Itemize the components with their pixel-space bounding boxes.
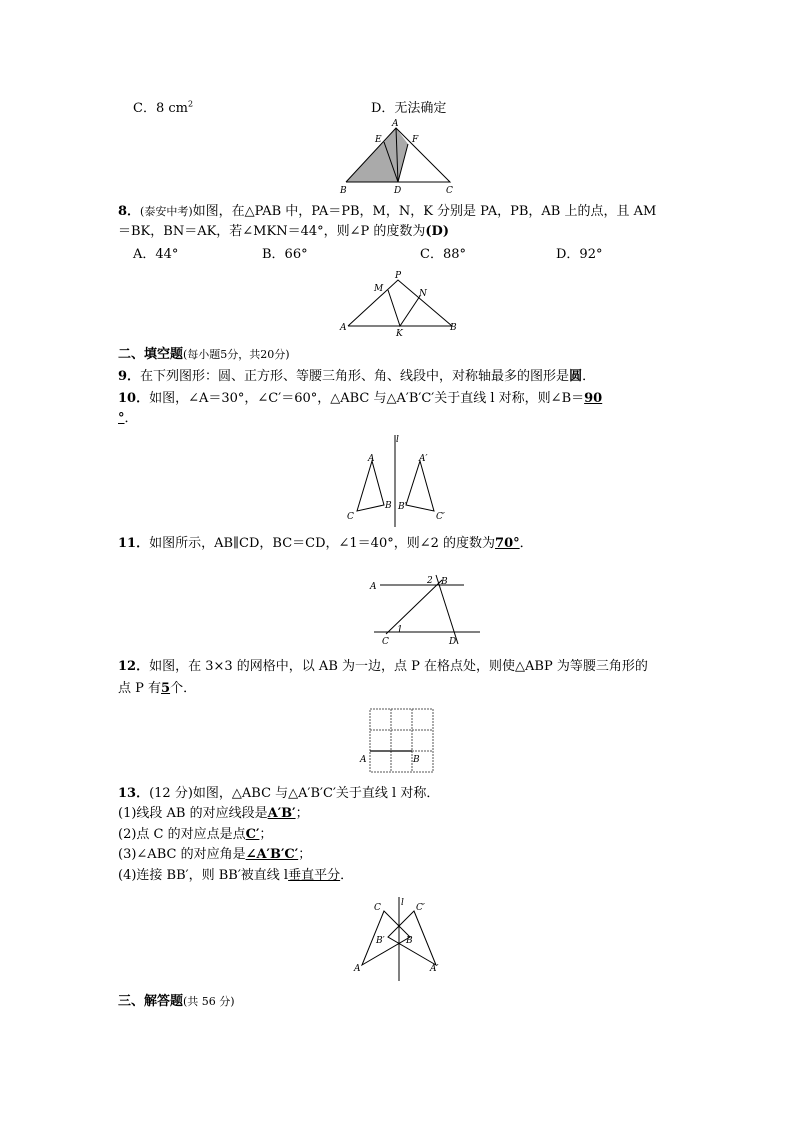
section3-heading: 三、解答题(共 56 分) bbox=[118, 994, 235, 1009]
q13-label-a: A bbox=[354, 964, 361, 974]
q10-label-b-prime: B′ bbox=[398, 502, 407, 512]
q13-label-b-prime: B′ bbox=[376, 936, 385, 946]
section2-heading: 二、填空题(每小题5分，共20分) bbox=[118, 347, 290, 362]
q10-label-a-prime: A′ bbox=[419, 454, 428, 464]
q10-line1: 10．如图，∠A＝30°，∠C′＝60°，△ABC 与△A′B′C′关于直线 l 对称，则∠B＝90 bbox=[118, 391, 603, 406]
q11-label-c: C bbox=[382, 637, 389, 647]
q12-grid-figure bbox=[356, 705, 436, 775]
q10-label-l: l bbox=[396, 435, 399, 445]
q12-line2: 点 P 有5个． bbox=[118, 681, 197, 696]
q10-label-c: C bbox=[347, 512, 354, 522]
q11-label-1: 1 bbox=[397, 625, 403, 635]
q13-line: 13．(12 分)如图，△ABC 与△A′B′C′关于直线 l 对称． bbox=[118, 786, 440, 801]
q11-label-a: A bbox=[370, 582, 377, 592]
q8-option-a: A．44° bbox=[133, 247, 179, 262]
q12-label-b: B bbox=[413, 755, 420, 765]
q8-label-m: M bbox=[374, 284, 384, 294]
q8-option-c: C．88° bbox=[420, 247, 466, 262]
q11-figure bbox=[366, 570, 486, 650]
q9-line: 9．在下列图形：圆、正方形、等腰三角形、角、线段中，对称轴最多的图形是圆． bbox=[118, 369, 596, 384]
q10-line2: °． bbox=[118, 411, 138, 426]
q13-sub3: (3)∠ABC 的对应角是∠A′B′C′； bbox=[118, 847, 312, 862]
q11-label-b: B bbox=[441, 577, 448, 587]
q8-option-b: B．66° bbox=[262, 247, 308, 262]
q8-line1: 8．(泰安中考)如图，在△PAB 中，PA＝PB，M，N，K 分别是 PA，PB，AB 上的点，且 AM bbox=[118, 204, 657, 219]
q13-sub2: (2)点 C 的对应点是点C′； bbox=[118, 827, 273, 842]
q7-option-c: C．8 $cm^2$ bbox=[133, 99, 194, 116]
q12-line1: 12．如图，在 3×3 的网格中，以 AB 为一边，点 P 在格点处，则使△ABP 为等腰三角形的 bbox=[118, 659, 648, 674]
q11-label-d: D bbox=[449, 637, 457, 647]
q7-label-e: E bbox=[375, 135, 382, 145]
q13-sub1: (1)线段 AB 的对应线段是A′B′； bbox=[118, 806, 309, 821]
q13-label-c-prime: C′ bbox=[416, 903, 425, 913]
q8-label-n: N bbox=[419, 289, 427, 299]
q8-label-a: A bbox=[340, 323, 347, 333]
q11-label-2: 2 bbox=[427, 576, 433, 586]
q13-label-b: B bbox=[406, 936, 413, 946]
q7-label-a: A bbox=[392, 119, 399, 129]
q10-label-a: A bbox=[368, 454, 375, 464]
q7-label-b: B bbox=[340, 186, 347, 196]
q13-label-l: l bbox=[401, 898, 404, 908]
q7-figure bbox=[340, 120, 460, 195]
q8-label-p: P bbox=[395, 271, 402, 281]
q10-figure bbox=[342, 433, 452, 528]
q7-label-f: F bbox=[412, 135, 419, 145]
q8-figure bbox=[340, 270, 465, 340]
q8-option-d: D．92° bbox=[556, 247, 603, 262]
q7-label-d: D bbox=[394, 186, 402, 196]
q12-label-a: A bbox=[360, 755, 367, 765]
q7-option-d: D．无法确定 bbox=[371, 101, 447, 116]
q8-line2: ＝BK，BN＝AK，若∠MKN＝44°，则∠P 的度数为(D) bbox=[118, 224, 449, 239]
q13-label-a-prime: A′ bbox=[430, 964, 439, 974]
q13-sub4: (4)连接 BB′，则 BB′被直线 l垂直平分． bbox=[118, 868, 354, 883]
q11-line: 11．如图所示，AB∥CD，BC＝CD，∠1＝40°，则∠2 的度数为70°． bbox=[118, 536, 533, 551]
q13-label-c: C bbox=[374, 903, 381, 913]
q13-figure bbox=[350, 895, 450, 985]
q10-label-c-prime: C′ bbox=[436, 512, 445, 522]
q8-label-b: B bbox=[450, 323, 457, 333]
q7-label-c: C bbox=[446, 186, 453, 196]
q8-label-k: K bbox=[396, 329, 403, 339]
q10-label-b: B bbox=[385, 501, 392, 511]
